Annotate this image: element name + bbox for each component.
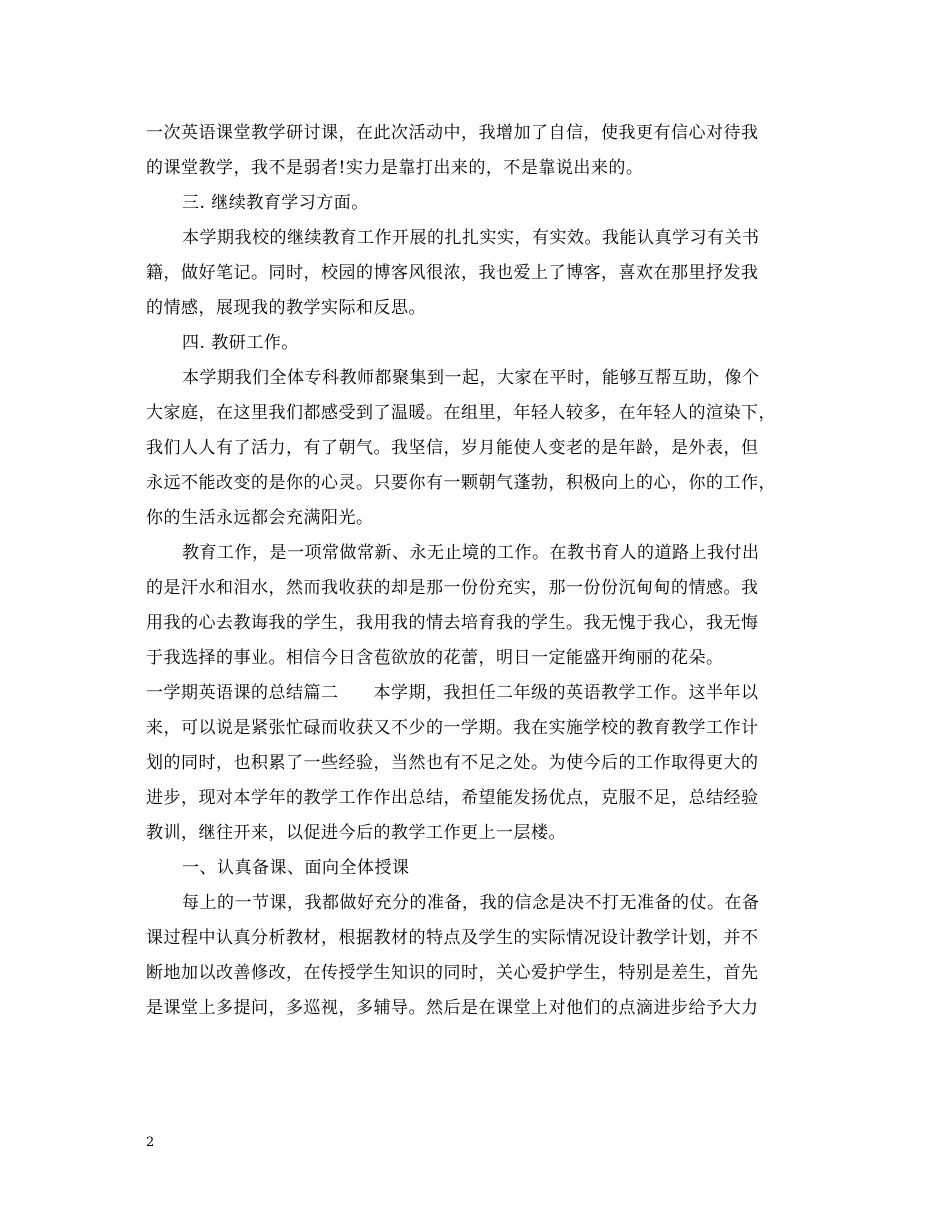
text-line: 本学期我校的继续教育工作开展的扎扎实实，有实效。我能认真学习有关书	[182, 228, 760, 248]
text-line: 课过程中认真分析教材，根据教材的特点及学生的实际情况设计教学计划，并不	[146, 928, 759, 948]
text-line: 断地加以改善修改，在传授学生知识的同时，关心爱护学生，特别是差生，首先	[146, 963, 759, 983]
text-line: 教育工作，是一项常做常新、永无止境的工作。在教书育人的道路上我付出	[182, 543, 760, 563]
text-line: 四. 教研工作。	[182, 333, 299, 353]
text-line: 一、认真备课、面向全体授课	[182, 858, 410, 878]
text-line: 的情感，展现我的教学实际和反思。	[146, 298, 426, 318]
text-line: 划的同时，也积累了一些经验，当然也有不足之处。为使今后的工作取得更大的	[146, 753, 759, 773]
text-line: 来，可以说是紧张忙碌而收获又不少的一学期。我在实施学校的教育教学工作计	[146, 718, 759, 738]
text-line: 是课堂上多提问，多巡视，多辅导。然后是在课堂上对他们的点滴进步给予大力	[146, 998, 759, 1018]
page-number: 2	[146, 1135, 155, 1150]
text-line: 大家庭，在这里我们都感受到了温暖。在组里，年轻人较多，在年轻人的渲染下，	[146, 403, 776, 423]
text-line: 永远不能改变的是你的心灵。只要你有一颗朝气蓬勃，积极向上的心，你的工作，	[146, 473, 776, 493]
text-line: 籍，做好笔记。同时，校园的博客风很浓，我也爱上了博客，喜欢在那里抒发我	[146, 263, 759, 283]
text-line: 你的生活永远都会充满阳光。	[146, 508, 374, 528]
text-line: 每上的一节课，我都做好充分的准备，我的信念是决不打无准备的仗。在备	[182, 893, 760, 913]
body-text	[146, 116, 811, 1026]
text-line: 本学期我们全体专科教师都聚集到一起，大家在平时，能够互帮互助，像个	[182, 368, 760, 388]
text-line: 的课堂教学，我不是弱者!实力是靠打出来的，不是靠说出来的。	[146, 158, 644, 178]
text-line: 的是汗水和泪水，然而我收获的却是那一份份充实，那一份份沉甸甸的情感。我	[146, 578, 759, 598]
text-line: 进步，现对本学年的教学工作作出总结，希望能发扬优点，克服不足，总结经验	[146, 788, 759, 808]
text-line: 三. 继续教育学习方面。	[182, 193, 369, 213]
text-line: 我们人人有了活力，有了朝气。我坚信，岁月能使人变老的是年龄，是外表，但	[146, 438, 759, 458]
text-line: 于我选择的事业。相信今日含苞欲放的花蕾，明日一定能盛开绚丽的花朵。	[146, 648, 724, 668]
text-line: 教训，继往开来，以促进今后的教学工作更上一层楼。	[146, 823, 566, 843]
text-line: 一次英语课堂教学研讨课，在此次活动中，我增加了自信，使我更有信心对待我	[146, 123, 759, 143]
text-line: 一学期英语课的总结篇二 本学期，我担任二年级的英语教学工作。这半年以	[146, 683, 759, 703]
text-line: 用我的心去教诲我的学生，我用我的情去培育我的学生。我无愧于我心，我无悔	[146, 613, 759, 633]
